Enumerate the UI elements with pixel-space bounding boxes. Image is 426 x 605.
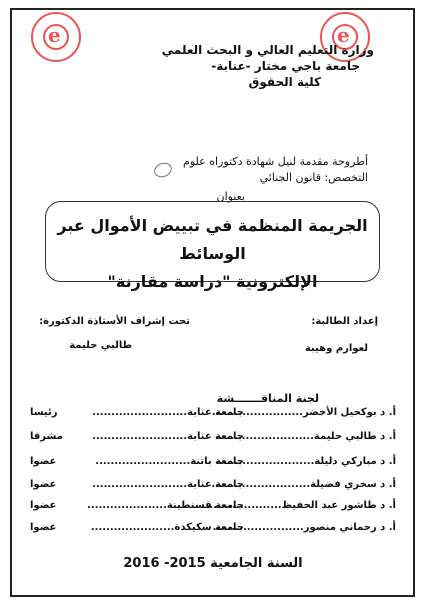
jury-member-institution: جامعة عنابة......................... [92, 431, 244, 442]
jury-member-role: عضوا [30, 456, 57, 467]
university-seal-right-icon: e [320, 12, 370, 62]
jury-member-name: أ. د مباركي دليلة.......................... [215, 456, 396, 467]
academic-year: السنة الجامعية 2015- 2016 [123, 556, 303, 571]
ministry-name: وزارة التعليم العالي و البحث العلمي [161, 43, 374, 57]
jury-member-role: عضوا [30, 522, 57, 533]
jury-member-role: رئيسا [30, 407, 58, 418]
university-seal-left-icon: e [31, 12, 81, 62]
jury-member-institution: جامعة قسنطينة..................... [87, 500, 244, 511]
prepared-by-label: إعداد الطالبة: [311, 316, 378, 327]
thesis-title-box [45, 201, 380, 291]
jury-member-institution: جامعة عنابة......................... [92, 407, 244, 418]
supervisor-name: طالبي حليمة [69, 340, 132, 351]
jury-heading: لجنة المناقـــــــشة [216, 392, 319, 405]
student-name: لعوارم وهيبة [304, 343, 368, 354]
jury-member-name: أ. د طاشور عبد الحفيظ.................... [205, 500, 396, 511]
specialty: التخصص: قانون الجنائي [259, 171, 368, 184]
jury-member-institution: جامعة سكيكدة...................... [90, 522, 244, 533]
jury-member-role: مشرفا [30, 431, 63, 442]
jury-member-name: أ. د رحماني منصور........................ [212, 522, 396, 533]
thesis-type: أطروحة مقدمة لنيل شهادة دكتوراه علوم [183, 155, 368, 168]
university-name: جامعة باجي مختار -عنابة- [211, 59, 360, 73]
title-intro: بعنوان [216, 190, 245, 203]
supervisor-label: تحت إشراف الأستاذة الدكتورة: [39, 316, 190, 327]
jury-member-role: عضوا [30, 479, 57, 490]
header-block [162, 42, 374, 90]
faculty-name: كلية الحقوق [248, 75, 321, 89]
jury-member-name: أ. د سحري فضيلة.......................... [211, 479, 396, 490]
jury-member-role: عضوا [30, 500, 57, 511]
jury-member-name: أ. د بوكحيل الأخضر........................ [211, 407, 396, 418]
jury-member-institution: جامعة باتنة......................... [95, 456, 244, 467]
jury-member-name: أ. د طالبي حليمة.......................... [215, 431, 396, 442]
thesis-title-line1: الجريمة المنظمة في تبييض الأموال عبر الوسائط [57, 216, 368, 263]
jury-member-institution: جامعة عنابة......................... [92, 479, 244, 490]
thesis-title-line2: الإلكترونية "دراسة مقارنة" [107, 272, 318, 291]
